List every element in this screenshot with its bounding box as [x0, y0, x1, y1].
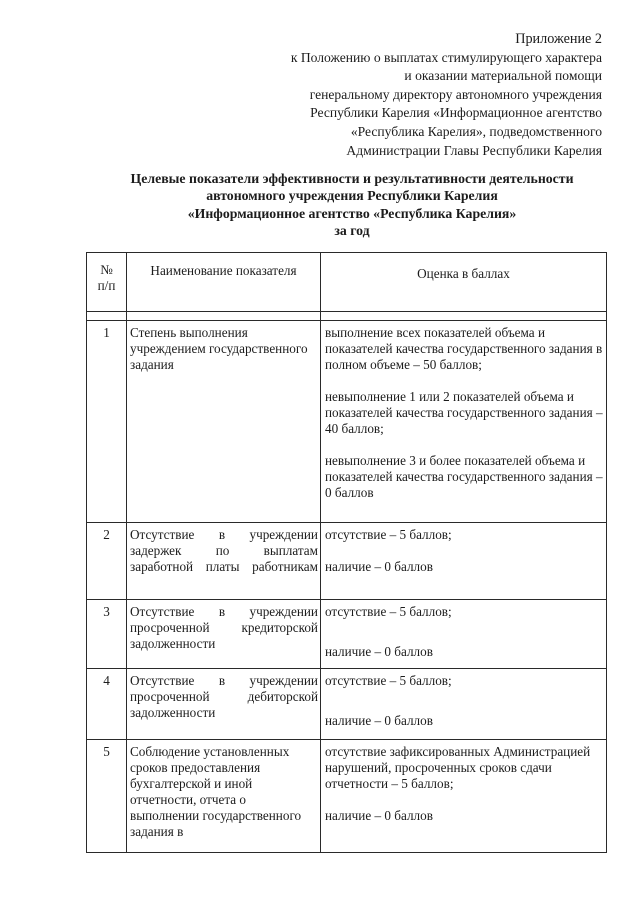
indicator-name: Соблюдение установленных сроков предоставления бухгалтерской и иной отчетности, отчета о выполнении государственного задания в — [127, 740, 321, 853]
score-cell — [321, 740, 607, 853]
score-criterion: невыполнение 3 и более показателей объема и показателей качества государственного задания – 0 баллов — [325, 453, 603, 500]
table-row — [87, 669, 607, 740]
table-row — [87, 523, 607, 600]
document-title-line: «Информационное агентство «Республика Карелия» — [187, 205, 517, 221]
column-header-number — [87, 253, 127, 312]
row-number: 3 — [87, 600, 127, 669]
appendix-line: к Положению о выплатах стимулирующего характера — [290, 49, 602, 65]
table-row — [87, 600, 607, 669]
appendix-header — [182, 30, 602, 160]
score-criterion: отсутствие – 5 баллов; — [325, 673, 452, 688]
indicator-name: Отсутствие в учреждении просроченной кредиторской задолженности — [127, 600, 321, 669]
document-title-line: автономного учреждения Республики Карелия — [206, 188, 498, 204]
document-title-line: Целевые показатели эффективности и результативности деятельности — [130, 171, 574, 186]
column-header-number-line2: п/п — [97, 278, 116, 293]
score-criterion: наличие – 0 баллов — [325, 644, 433, 659]
score-criterion: наличие – 0 баллов — [325, 808, 433, 823]
score-criterion: отсутствие – 5 баллов; — [325, 604, 452, 619]
score-cell — [321, 600, 607, 669]
appendix-title: Приложение 2 — [515, 31, 602, 47]
score-criterion: выполнение всех показателей объема и показателей качества государственного задания в полном объеме – 50 баллов; — [325, 325, 603, 372]
table-header-row — [87, 253, 607, 312]
document-title-line: за год — [334, 223, 370, 239]
appendix-line: генеральному директору автономного учреждения — [309, 86, 602, 102]
header-spacer-row — [87, 312, 607, 321]
row-number: 2 — [87, 523, 127, 600]
score-criterion: наличие – 0 баллов — [325, 559, 433, 574]
indicator-name: Отсутствие в учреждении задержек по выплатам заработной платы работникам — [127, 523, 321, 600]
appendix-line: Республики Карелия «Информационное агентство — [310, 105, 602, 121]
column-header-score: Оценка в баллах — [321, 253, 607, 312]
table-row — [87, 321, 607, 523]
indicator-name: Отсутствие в учреждении просроченной дебиторской задолженности — [127, 669, 321, 740]
column-header-number-line1: № — [100, 262, 113, 277]
score-cell — [321, 321, 607, 523]
row-number: 1 — [87, 321, 127, 523]
score-criterion: невыполнение 1 или 2 показателей объема и показателей качества государственного задания – 40 баллов; — [325, 389, 603, 436]
row-number: 5 — [87, 740, 127, 853]
score-cell — [321, 669, 607, 740]
indicator-name: Степень выполнения учреждением государственного задания — [127, 321, 321, 523]
appendix-line: «Республика Карелия», подведомственного — [350, 123, 602, 139]
document-title — [96, 170, 608, 240]
table-row — [87, 740, 607, 853]
score-criterion: наличие – 0 баллов — [325, 713, 433, 728]
appendix-line: Администрации Главы Республики Карелия — [346, 142, 602, 158]
indicators-table — [86, 252, 607, 853]
appendix-line: и оказании материальной помощи — [404, 68, 602, 84]
column-header-indicator: Наименование показателя — [127, 253, 321, 312]
row-number: 4 — [87, 669, 127, 740]
score-criterion: отсутствие – 5 баллов; — [325, 527, 452, 542]
score-criterion: отсутствие зафиксированных Администрацией нарушений, просроченных сроков сдачи отчетности – 5 баллов; — [325, 744, 591, 791]
score-cell — [321, 523, 607, 600]
